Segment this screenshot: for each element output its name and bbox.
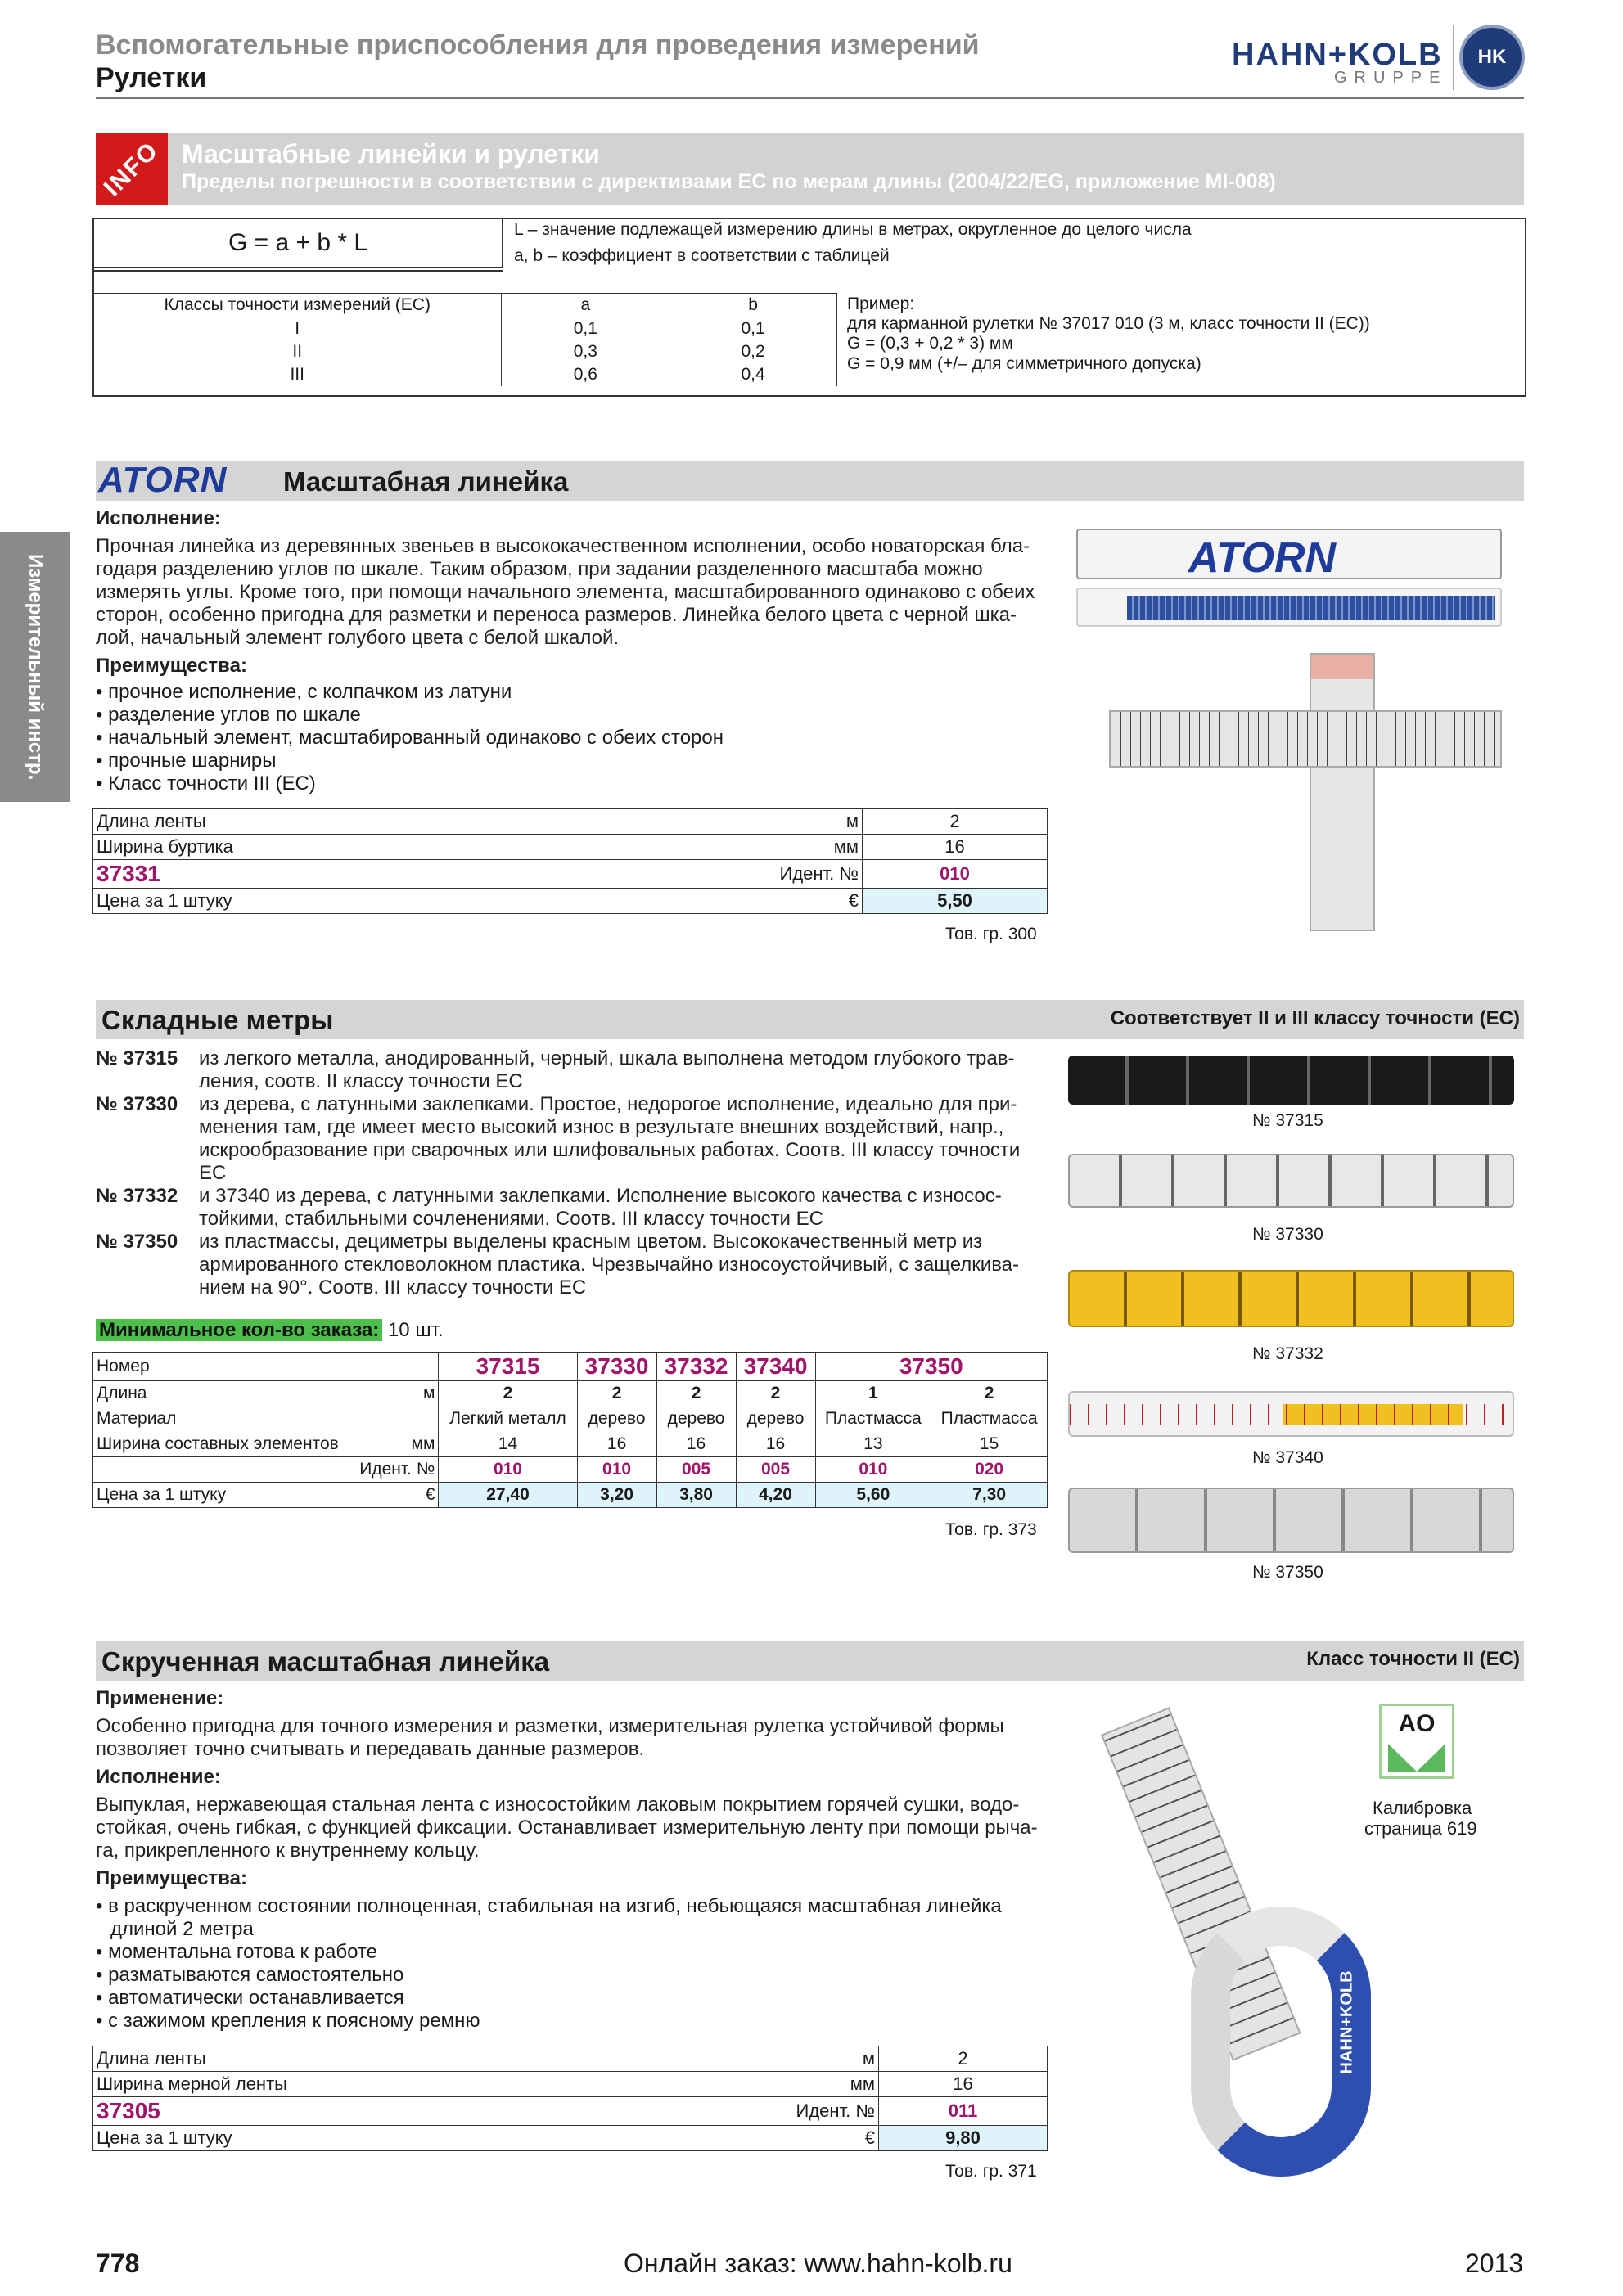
- calibration-label: Калибровка: [1373, 1798, 1472, 1818]
- folding-rule-image-white: [1068, 1154, 1514, 1208]
- price-label: Цена за 1 штуку: [93, 889, 748, 914]
- list-item: • в раскрученном состоянии полноценная, стабильная на изгиб, небьющаяся масштабная линейка: [96, 1895, 1002, 1917]
- side-tab[interactable]: [0, 532, 70, 802]
- min-order-value: 10 шт.: [382, 1319, 444, 1341]
- image-caption: № 37332: [1252, 1344, 1323, 1363]
- image-caption: № 37330: [1252, 1225, 1323, 1244]
- brand-logo-sub: GRUPPE: [1334, 69, 1448, 87]
- article-number[interactable]: 37331: [93, 860, 748, 889]
- material-cell: Пластмасса: [931, 1407, 1048, 1432]
- image-caption: № 37315: [1252, 1111, 1323, 1130]
- row-label: Длина: [93, 1381, 408, 1407]
- atorn-ruler-image: [1068, 514, 1506, 939]
- twisted-app-text: [96, 1715, 1053, 1761]
- price: 27,40: [439, 1483, 577, 1508]
- price: 3,80: [656, 1483, 736, 1508]
- spec-label: Ширина мерной ленты: [93, 2072, 748, 2097]
- article-number[interactable]: 37330: [577, 1353, 656, 1381]
- footer-year: 2013: [1465, 2249, 1524, 2278]
- material-cell: Легкий металл: [439, 1407, 577, 1432]
- twisted-section-title: Скрученная масштабная линейка: [101, 1646, 550, 1677]
- text-line: менения там, где имеет место высокий износ в результате внешних воздействий, напр.,: [199, 1116, 1004, 1138]
- min-order: [96, 1319, 444, 1342]
- folding-class-note: Соответствует II и III классу точности (ЕС): [1110, 1007, 1520, 1029]
- list-item-continued: длиной 2 метра: [110, 1918, 254, 1940]
- info-title: Масштабные линейки и рулетки: [182, 139, 600, 169]
- atorn-exec-heading: Исполнение:: [96, 507, 221, 529]
- material-cell: дерево: [577, 1407, 656, 1432]
- length-cell: 1: [815, 1381, 931, 1407]
- text-line: ЕС: [199, 1162, 227, 1184]
- atorn-bullets: [96, 681, 724, 795]
- a-cell: 0,1: [502, 317, 669, 341]
- row-unit: [408, 1353, 439, 1381]
- ruler-cap: [1311, 655, 1373, 679]
- blue-scale: [1127, 596, 1495, 620]
- width-cell: 13: [815, 1432, 931, 1457]
- product-group: Тов. гр. 371: [945, 2162, 1037, 2181]
- list-item: • автоматически останавливается: [96, 1987, 404, 2009]
- ruler-vertical: [1310, 653, 1375, 931]
- length-cell: 2: [931, 1381, 1048, 1407]
- example-line: G = (0,3 + 0,2 * 3) мм: [847, 334, 1013, 353]
- info-badge: [96, 133, 168, 205]
- class-cell: I: [93, 317, 502, 341]
- ident-number[interactable]: 005: [656, 1457, 736, 1483]
- twisted-exec-text: [96, 1794, 1053, 1862]
- spec-unit: мм: [748, 835, 863, 860]
- item-number: № 37350: [96, 1231, 178, 1253]
- length-cell: 2: [656, 1381, 736, 1407]
- text-line: Особенно пригодна для точного измерения и разметки, измерительная рулетка устойчивой формы: [96, 1715, 1004, 1737]
- example-line: G = 0,9 мм (+/– для симметричного допуска): [847, 354, 1201, 373]
- brand-logo: HAHN+KOLB: [1232, 38, 1443, 72]
- a-cell: 0,6: [502, 363, 669, 386]
- price-label: Цена за 1 штуку: [93, 2126, 748, 2151]
- article-number[interactable]: 37315: [439, 1353, 577, 1381]
- price: 3,20: [577, 1483, 656, 1508]
- list-item: • Класс точности III (ЕС): [96, 772, 316, 795]
- folding-rule-image-grey: [1068, 1488, 1514, 1553]
- formula: [94, 219, 503, 268]
- width-cell: 16: [577, 1432, 656, 1457]
- ruler-segment: [1076, 529, 1502, 582]
- example-line: для карманной рулетки № 37017 010 (3 м, класс точности II (ЕС)): [847, 314, 1370, 333]
- currency: €: [748, 889, 863, 914]
- twisted-app-heading: Применение:: [96, 1687, 224, 1709]
- class-cell: II: [93, 340, 502, 363]
- page-title: Рулетки: [96, 62, 207, 93]
- atorn-section-title: Масштабная линейка: [283, 466, 569, 497]
- price: 7,30: [931, 1483, 1048, 1508]
- material-cell: дерево: [736, 1407, 815, 1432]
- spec-label: Длина ленты: [93, 2046, 748, 2072]
- list-item: • прочное исполнение, с колпачком из латуни: [96, 681, 512, 703]
- width-cell: 14: [439, 1432, 577, 1457]
- price: 5,60: [815, 1483, 931, 1508]
- folding-item: [96, 1047, 1053, 1093]
- row-label: Ширина составных элементов: [93, 1432, 408, 1457]
- item-number: № 37330: [96, 1093, 178, 1115]
- brand-emblem-text: HK: [1477, 46, 1507, 68]
- calibration-badge[interactable]: [1379, 1704, 1454, 1779]
- length-cell: 2: [577, 1381, 656, 1407]
- folding-descriptions: [96, 1047, 1053, 1299]
- text-line: лой, начальный элемент голубого цвета с белой шкалой.: [96, 627, 620, 649]
- b-cell: 0,1: [669, 317, 837, 341]
- calibration-page: страница 619: [1364, 1818, 1477, 1839]
- folding-rule-image-yellow: [1068, 1270, 1514, 1327]
- ident-label: Идент. №: [93, 1457, 439, 1483]
- calibration-badge-text: AO: [1398, 1710, 1436, 1737]
- twisted-adv-heading: Преимущества:: [96, 1867, 247, 1889]
- ruler-horizontal: [1109, 710, 1502, 768]
- width-cell: 15: [931, 1432, 1048, 1457]
- b-cell: 0,4: [669, 363, 837, 386]
- article-number[interactable]: 37305: [93, 2097, 748, 2126]
- spec-value: 16: [863, 835, 1048, 860]
- list-item: • с зажимом крепления к поясному ремню: [96, 2010, 480, 2032]
- atorn-spec-table: [92, 808, 1048, 914]
- material-cell: дерево: [656, 1407, 736, 1432]
- list-item: • разделение углов по шкале: [96, 704, 361, 726]
- info-badge-text: INFO: [98, 136, 165, 202]
- row-label: Номер: [93, 1353, 408, 1381]
- header-category: Вспомогательные приспособления для проведения измерений: [96, 29, 980, 61]
- twisted-tape-image: [1068, 1718, 1363, 2177]
- accuracy-class-table: [92, 293, 837, 386]
- twisted-exec-heading: Исполнение:: [96, 1766, 221, 1788]
- product-group: Тов. гр. 300: [945, 925, 1037, 943]
- spec-label: Ширина буртика: [93, 835, 748, 860]
- text-line: стойкая, очень гибкая, с функцией фиксации. Останавливает измерительную ленту при помощи рыча-: [96, 1817, 1038, 1839]
- price: 4,20: [736, 1483, 815, 1508]
- text-line: из пластмассы, дециметры выделены красным цветом. Высококачественный метр из: [199, 1231, 983, 1253]
- list-item: • начальный элемент, масштабированный одинаково с обеих сторон: [96, 727, 724, 749]
- tape-brand: HAHN+KOLB: [1337, 1970, 1356, 2074]
- b-header: b: [669, 294, 837, 317]
- calibration-arrow-icon: [1388, 1744, 1445, 1772]
- min-order-label: Минимальное кол-во заказа:: [96, 1319, 382, 1341]
- list-item: • разматываются самостоятельно: [96, 1964, 404, 1986]
- ident-label: Идент. №: [748, 2097, 879, 2126]
- spec-value: 16: [879, 2072, 1048, 2097]
- text-line: нием на 90°. Соотв. III классу точности ЕС: [199, 1276, 587, 1299]
- folding-rule-image-black: [1068, 1056, 1514, 1105]
- logo-divider: [1453, 25, 1454, 90]
- row-unit: [408, 1407, 439, 1432]
- product-group: Тов. гр. 373: [945, 1520, 1037, 1539]
- ident-number[interactable]: 010: [815, 1457, 931, 1483]
- folding-item: [96, 1231, 1053, 1299]
- legend-ab: a, b – коэффициент в соответствии с таблицей: [514, 246, 890, 265]
- text-line: годаря разделению углов по шкале. Таким образом, при задании разделенного масштаба можно: [96, 558, 983, 580]
- header-divider: [96, 97, 1524, 99]
- image-caption: № 37340: [1252, 1448, 1323, 1467]
- example-title: Пример:: [847, 295, 915, 313]
- length-cell: 2: [439, 1381, 577, 1407]
- ident-number[interactable]: 010: [439, 1457, 577, 1483]
- item-number: № 37315: [96, 1047, 178, 1069]
- footer-order-link[interactable]: Онлайн заказ: www.hahn-kolb.ru: [624, 2249, 1012, 2278]
- ident-label: Идент. №: [748, 860, 863, 889]
- side-tab-label: Измерительный инстр.: [25, 553, 47, 781]
- item-number: № 37332: [96, 1185, 178, 1207]
- currency: €: [408, 1483, 439, 1508]
- text-line: ления, соотв. II классу точности ЕС: [199, 1070, 523, 1092]
- folding-item: [96, 1185, 1053, 1231]
- text-line: и 37340 из дерева, с латунными заклепками. Исполнение высокого качества с износос-: [199, 1185, 1002, 1207]
- text-line: из дерева, с латунными заклепками. Простое, недорогое исполнение, идеально для при-: [199, 1093, 1017, 1115]
- material-cell: Пластмасса: [815, 1407, 931, 1432]
- row-label: Материал: [93, 1407, 408, 1432]
- text-line: га, прикрепленного к внутреннему кольцу.: [96, 1839, 480, 1862]
- currency: €: [748, 2126, 879, 2151]
- class-header: Классы точности измерений (ЕС): [93, 294, 502, 317]
- atorn-exec-text: [96, 535, 1053, 650]
- text-line: Прочная линейка из деревянных звеньев в высококачественном исполнении, особо новаторская бла-: [96, 535, 1030, 557]
- width-cell: 16: [736, 1432, 815, 1457]
- ident-number[interactable]: 010: [863, 860, 1048, 889]
- text-line: позволяет точно считывать и передавать данные размеров.: [96, 1738, 645, 1760]
- price: 9,80: [879, 2126, 1048, 2151]
- text-line: искрообразование при сварочных или шлифовальных работах. Соотв. III классу точности: [199, 1139, 1021, 1161]
- spec-unit: м: [748, 809, 863, 835]
- page-number: 778: [96, 2249, 140, 2278]
- ident-number[interactable]: 005: [736, 1457, 815, 1483]
- ruler-segment: [1076, 588, 1502, 627]
- text-line: сторон, особенно пригодна для разметки и переноса размеров. Линейка белого цвета с черной шка-: [96, 604, 1017, 626]
- atorn-brand-logo: ATORN: [98, 460, 228, 500]
- folding-spec-table: [92, 1352, 1048, 1508]
- spec-value: 2: [863, 809, 1048, 835]
- ident-number[interactable]: 010: [577, 1457, 656, 1483]
- class-cell: III: [93, 363, 502, 386]
- article-number[interactable]: 37350: [815, 1353, 1048, 1381]
- article-number[interactable]: 37332: [656, 1353, 736, 1381]
- ident-number[interactable]: 011: [879, 2097, 1048, 2126]
- brand-emblem-icon: [1459, 25, 1525, 90]
- atorn-adv-heading: Преимущества:: [96, 655, 247, 677]
- text-line: из легкого металла, анодированный, черный, шкала выполнена методом глубокого трав-: [199, 1047, 1015, 1069]
- formula-rule: [92, 270, 503, 272]
- text-line: тойкими, стабильными сочленениями. Соотв. III классу точности ЕС: [199, 1208, 823, 1230]
- length-cell: 2: [736, 1381, 815, 1407]
- folding-section-title: Складные метры: [101, 1005, 334, 1035]
- image-caption: № 37350: [1252, 1563, 1323, 1582]
- price: 5,50: [863, 889, 1048, 914]
- width-cell: 16: [656, 1432, 736, 1457]
- ruler-brand: ATORN: [1188, 534, 1337, 582]
- ident-number[interactable]: 020: [931, 1457, 1048, 1483]
- article-number[interactable]: 37340: [736, 1353, 815, 1381]
- text-line: армированного стекловолокном пластика. Чрезвычайно износоустойчивый, с защелкива-: [199, 1254, 1020, 1276]
- info-subtitle: Пределы погрешности в соответствии с директивами ЕС по мерам длины (2004/22/EG, приложение MI-008): [182, 170, 1276, 193]
- spec-unit: мм: [748, 2072, 879, 2097]
- text-line: Выпуклая, нержавеющая стальная лента с износостойким лаковым покрытием горячей сушки, водо-: [96, 1794, 1020, 1816]
- formula-text: G = a + b * L: [228, 229, 368, 256]
- red-ticks: [1070, 1404, 1514, 1425]
- twisted-class-note: Класс точности II (ЕС): [1306, 1648, 1520, 1670]
- twisted-spec-table: [92, 2046, 1048, 2151]
- row-unit: м: [408, 1381, 439, 1407]
- spec-value: 2: [879, 2046, 1048, 2072]
- row-unit: мм: [408, 1432, 439, 1457]
- spec-unit: м: [748, 2046, 879, 2072]
- a-cell: 0,3: [502, 340, 669, 363]
- spec-label: Длина ленты: [93, 809, 748, 835]
- folding-item: [96, 1093, 1053, 1185]
- list-item: • прочные шарниры: [96, 750, 277, 772]
- text-line: измерять углы. Кроме того, при помощи начального элемента, масштабированного одинаково с обеих: [96, 581, 1035, 603]
- twisted-bullets: [96, 1895, 1002, 2033]
- folding-rule-image-white-yellow: [1068, 1391, 1514, 1437]
- a-header: a: [502, 294, 669, 317]
- price-label: Цена за 1 штуку: [93, 1483, 408, 1508]
- legend-l: L – значение подлежащей измерению длины в метрах, округленное до целого числа: [514, 220, 1192, 239]
- b-cell: 0,2: [669, 340, 837, 363]
- list-item: • моментальна готова к работе: [96, 1941, 377, 1963]
